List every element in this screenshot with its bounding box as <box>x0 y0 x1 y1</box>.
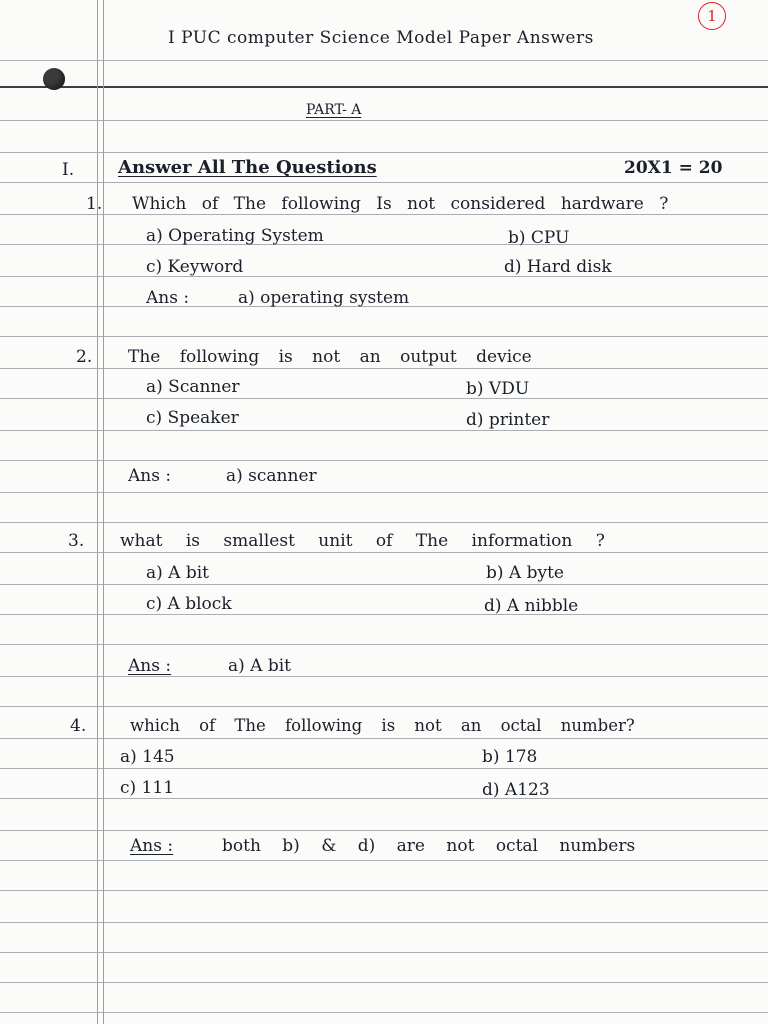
ruled-line <box>0 276 768 277</box>
option-b: b) 178 <box>482 747 538 767</box>
ruled-line <box>0 860 768 861</box>
option-d: d) printer <box>466 410 550 430</box>
question-number: 1. <box>86 194 103 214</box>
margin-line <box>97 0 98 1024</box>
ruled-line <box>0 336 768 337</box>
punch-hole <box>43 68 65 90</box>
option-c: c) Keyword <box>146 257 244 277</box>
section-number: I. <box>62 160 75 180</box>
ruled-line <box>0 738 768 739</box>
header-rule <box>0 86 768 88</box>
answer-label: Ans : <box>130 836 174 856</box>
ruled-line <box>0 152 768 153</box>
option-c: c) 111 <box>120 778 175 798</box>
ruled-line <box>0 214 768 215</box>
margin-line <box>103 0 104 1024</box>
ruled-line <box>0 552 768 553</box>
option-a: a) Operating System <box>146 226 324 246</box>
ruled-line <box>0 244 768 245</box>
section-marks: 20X1 = 20 <box>624 158 723 178</box>
option-d: d) Hard disk <box>504 257 612 277</box>
ruled-line <box>0 1012 768 1013</box>
option-a: a) Scanner <box>146 377 240 397</box>
ruled-line <box>0 676 768 677</box>
page-number: 1 <box>698 2 726 30</box>
ruled-line <box>0 644 768 645</box>
question-number: 2. <box>76 347 93 367</box>
option-d: d) A123 <box>482 780 550 800</box>
ruled-line <box>0 398 768 399</box>
ruled-line <box>0 120 768 121</box>
question-number: 4. <box>70 716 87 736</box>
ruled-line <box>0 922 768 923</box>
question-text: Which of The following Is not considered hardware ? <box>132 194 669 214</box>
option-d: d) A nibble <box>484 596 579 616</box>
answer-label: Ans : <box>146 288 190 308</box>
question-text: what is smallest unit of The information ? <box>120 531 605 551</box>
ruled-line <box>0 982 768 983</box>
option-b: b) CPU <box>508 228 570 248</box>
ruled-line <box>0 706 768 707</box>
ruled-line <box>0 430 768 431</box>
ruled-line <box>0 584 768 585</box>
ruled-line <box>0 182 768 183</box>
option-b: b) A byte <box>486 563 564 583</box>
ruled-line <box>0 798 768 799</box>
part-heading: PART- A <box>306 102 362 118</box>
ruled-line <box>0 952 768 953</box>
section-title: Answer All The Questions <box>118 157 377 178</box>
question-number: 3. <box>68 531 85 551</box>
option-a: a) A bit <box>146 563 210 583</box>
answer-text: a) scanner <box>226 466 317 486</box>
ruled-line <box>0 768 768 769</box>
answer-text: a) A bit <box>228 656 292 676</box>
ruled-line <box>0 368 768 369</box>
answer-label: Ans : <box>128 466 172 486</box>
option-b: b) VDU <box>466 379 530 399</box>
answer-text: both b) & d) are not octal numbers <box>222 836 636 856</box>
question-text: which of The following is not an octal number? <box>130 716 635 735</box>
option-a: a) 145 <box>120 747 175 767</box>
option-c: c) A block <box>146 594 232 614</box>
ruled-line <box>0 60 768 61</box>
ruled-line <box>0 830 768 831</box>
page-header: I PUC computer Science Model Paper Answers <box>168 28 594 48</box>
ruled-line <box>0 614 768 615</box>
answer-text: a) operating system <box>238 288 410 308</box>
ruled-line <box>0 890 768 891</box>
ruled-line <box>0 460 768 461</box>
answer-label: Ans : <box>128 656 172 676</box>
question-text: The following is not an output device <box>128 347 532 367</box>
ruled-line <box>0 522 768 523</box>
option-c: c) Speaker <box>146 408 239 428</box>
ruled-line <box>0 492 768 493</box>
